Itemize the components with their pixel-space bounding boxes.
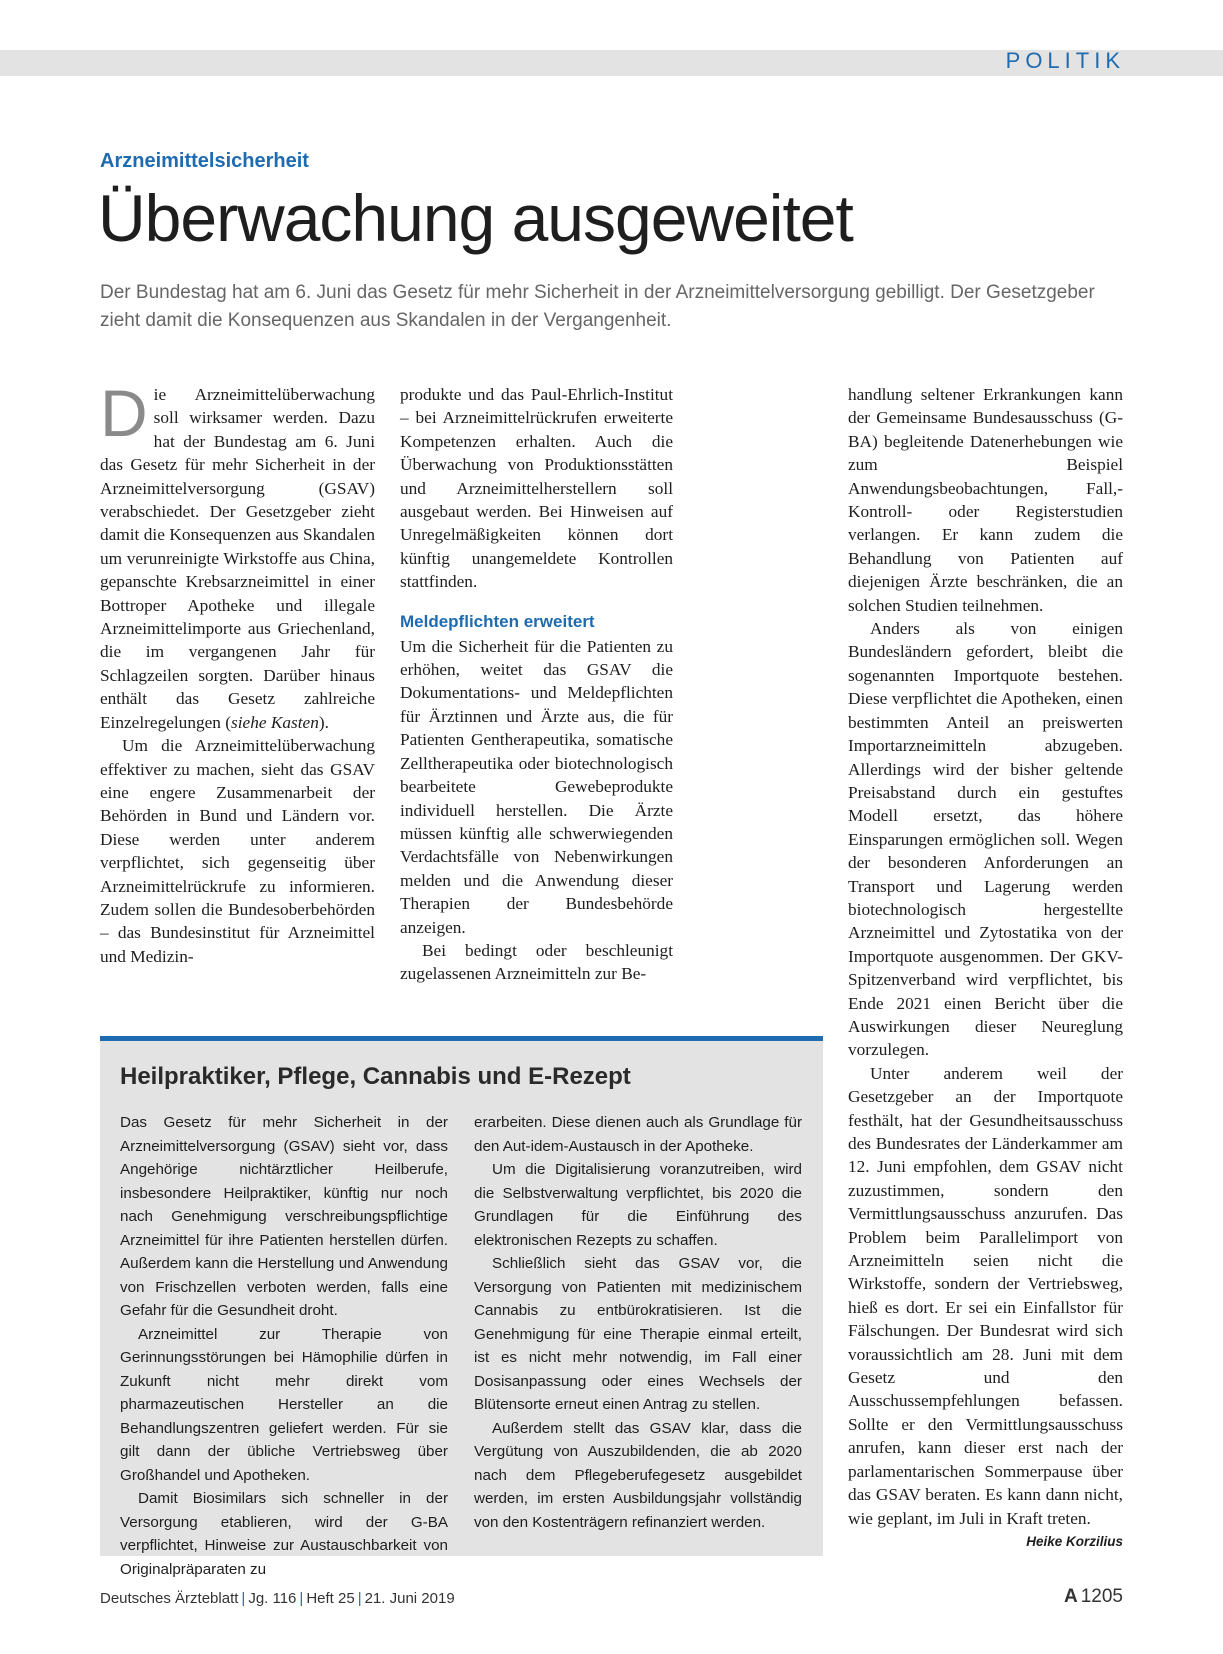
issue-date: 21. Juni 2019	[364, 1590, 455, 1607]
journal-issue: Heft 25	[306, 1590, 355, 1607]
paragraph: Anders als von einigen Bundesländern gefordert, bleibt die sogenannten Importquote bestehen. Diese verpflichtet die Apotheken, einen bestimmten Anteil an preiswerten Importarzneimitteln abzugeben. Allerdings wird der bisher geltende Preisabstand durch ein gestuftes Modell ersetzt, das höhere Einsparungen ermöglichen soll. Wegen der besonderen Anforderungen an Transport und Lagerung werden biotechnologisch hergestellte Arzneimittel und Zytostatika von der Importquote ausgenommen. Der GKV-Spitzenverband wird verpflichtet, bis Ende 2021 einen Bericht über die Auswirkungen dieser Neureglung vorzulegen.	[848, 619, 1123, 1060]
article-column-3	[848, 383, 1123, 1553]
page-prefix: A	[1063, 1586, 1078, 1607]
article-title: Überwachung ausgeweitet	[98, 181, 853, 255]
info-box-column-1	[120, 1111, 448, 1581]
info-box-title: Heilpraktiker, Pflege, Cannabis und E-Rezept	[120, 1063, 631, 1090]
footer-separator: |	[299, 1590, 304, 1607]
paragraph: Schließlich sieht das GSAV vor, die Versorgung von Patienten mit medizinischem Cannabis zu entbürokratisieren. Ist die Genehmigung für eine Therapie einmal erteilt, ist es nicht mehr notwendig, im Fall einer Dosisanpassung oder eines Wechsels der Blütensorte erneut einen Antrag zu stellen.	[474, 1255, 802, 1413]
info-box-column-2	[474, 1111, 802, 1534]
paragraph-text-end: ).	[318, 712, 329, 732]
article-lead: Der Bundestag hat am 6. Juni das Gesetz für mehr Sicherheit in der Arzneimittelversorgung gebilligt. Der Gesetzgeber zieht damit die Konsequenzen aus Skandalen in der Vergangenheit.	[100, 282, 1095, 331]
article-column-1	[100, 376, 375, 968]
section-subheading: Meldepflichten erweitert	[400, 611, 595, 631]
paragraph: Außerdem stellt das GSAV klar, dass die Vergütung von Auszubildenden, die ab 2020 nach dem Pflegeberufegesetz ausgebildet werden, im ersten Ausbildungsjahr vollständig von den Kostenträgern refinanziert werden.	[474, 1419, 802, 1531]
paragraph: Um die Sicherheit für die Patienten zu erhöhen, weitet das GSAV die Dokumentations- und Meldepflichten für Ärztinnen und Ärzte aus, die für Patienten Gentherapeutika, somatische Zelltherapeutika oder biotechnologisch bearbeitete Gewebeprodukte individuell herstellen. Die Ärzte müssen künftig alle schwerwiegenden Verdachtsfälle von Nebenwirkungen melden und die Anwendung dieser Therapien der Bundesbehörde anzeigen.	[400, 636, 673, 937]
paragraph-text: Unter anderem weil der Gesetzgeber an der Importquote festhält, hat der Gesundheitsausschuss des Bundesrates der Länderkammer am 12. Juni empfohlen, dem GSAV nicht zuzustimmen, sondern den Vermittlungsausschuss anzurufen. Das Problem beim Parallelimport von Arzneimitteln seien nicht die Wirkstoffe, sondern der Vertriebsweg, hieß es dort. Er sei ein Einfallstor für Fälschungen. Der Bundesrat wird sich voraussichtlich am 28. Juni mit dem Gesetz und den Ausschussempfehlungen befassen. Sollte er den Vermittlungsausschuss anrufen, kann dieser erst nach der parlamentarischen Sommerpause über das GSAV beraten. Es kann dann nicht, wie geplant, im Juli in Kraft treten.	[848, 1063, 1123, 1528]
paragraph-text: ie Arzneimittelüberwachung soll wirksamer werden. Dazu hat der Bundestag am 6. Juni das Gesetz für mehr Sicherheit in der Arzneimittelversorgung (GSAV) verabschiedet. Der Gesetzgeber zieht damit die Konsequenzen aus Skandalen um verunreinigte Wirkstoffe aus China, gepanschte Krebsarzneimittel in einer Bottroper Apotheke und illegale Arzneimittelimporte aus Griechenland, die im vergangenen Jahr für Schlagzeilen sorgten. Darüber hinaus enthält das Gesetz zahlreiche Einzelregelungen (	[100, 385, 375, 732]
paragraph: Um die Digitalisierung voranzutreiben, wird die Selbstverwaltung verpflichtet, bis 2020 die Grundlagen für die Einführung des elektronischen Rezepts zu schaffen.	[474, 1161, 802, 1249]
drop-cap: D	[100, 376, 148, 450]
footer-separator: |	[357, 1590, 362, 1607]
info-box	[100, 1036, 823, 1578]
journal-volume: Jg. 116	[248, 1590, 297, 1607]
paragraph: Um die Arzneimittelüberwachung effektiver zu machen, sieht das GSAV eine engere Zusammenarbeit der Behörden in Bund und Ländern vor. Diese werden unter anderem verpflichtet, sich gegenseitig über Arzneimittelrückrufe zu informieren. Zudem sollen die Bundesoberbehörden – das Bundesinstitut für Arzneimittel und Medizin-	[100, 736, 375, 966]
cross-reference: siehe Kasten	[231, 712, 319, 732]
paragraph: erarbeiten. Diese dienen auch als Grundlage für den Aut-idem-Austausch in der Apotheke.	[474, 1114, 802, 1155]
paragraph: produkte und das Paul-Ehrlich-Institut – bei Arzneimittelrückrufen erweiterte Kompetenzen erhalten. Auch die Überwachung von Produktionsstätten und Arzneimittelherstellern soll ausgebaut werden. Bei Hinweisen auf Unregelmäßigkeiten können dort künftig unangemeldete Kontrollen stattfinden.	[400, 385, 673, 592]
section-label: POLITIK	[1005, 48, 1125, 73]
article-kicker: Arzneimittelsicherheit	[100, 150, 309, 172]
paragraph: Damit Biosimilars sich schneller in der Versorgung etablieren, wird der G-BA verpflichtet, Hinweise zur Austauschbarkeit von Originalpräparaten zu	[120, 1490, 448, 1578]
page-number-value: 1205	[1080, 1586, 1123, 1607]
footer-separator: |	[241, 1590, 246, 1607]
paragraph: Arzneimittel zur Therapie von Gerinnungsstörungen bei Hämophilie dürfen in Zukunft nicht mehr direkt vom pharmazeutischen Hersteller an die Behandlungszentren geliefert werden. Für sie gilt dann der übliche Vertriebsweg über Großhandel und Apotheken.	[120, 1325, 448, 1484]
paragraph: Das Gesetz für mehr Sicherheit in der Arzneimittelversorgung (GSAV) sieht vor, dass Angehörige nichtärztlicher Heilberufe, insbesondere Heilpraktiker, künftig nur noch nach Genehmigung verschreibungspflichtige Arzneimittel für ihre Patienten herstellen dürfen. Außerdem kann die Herstellung und Anwendung von Frischzellen verboten werden, falls eine Gefahr für die Gesundheit droht.	[120, 1114, 448, 1319]
author-byline: Heike Korzilius	[1026, 1533, 1123, 1549]
paragraph	[848, 1062, 1123, 1549]
paragraph: Bei bedingt oder beschleunigt zugelassenen Arzneimitteln zur Be-	[400, 940, 673, 984]
article-column-2	[400, 383, 673, 986]
journal-name: Deutsches Ärzteblatt	[100, 1590, 239, 1607]
paragraph: handlung seltener Erkrankungen kann der Gemeinsame Bundesausschuss (G-BA) begleitende Datenerhebungen wie zum Beispiel Anwendungsbeobachtungen, Fall,- Kontroll- oder Registerstudien verlangen. Er kann zudem die Behandlung von Patienten auf diejenigen Ärzte beschränken, die an solchen Studien teilnehmen.	[848, 385, 1123, 615]
page-footer	[100, 1590, 455, 1607]
page-number	[1064, 1586, 1123, 1608]
paragraph	[100, 376, 375, 734]
